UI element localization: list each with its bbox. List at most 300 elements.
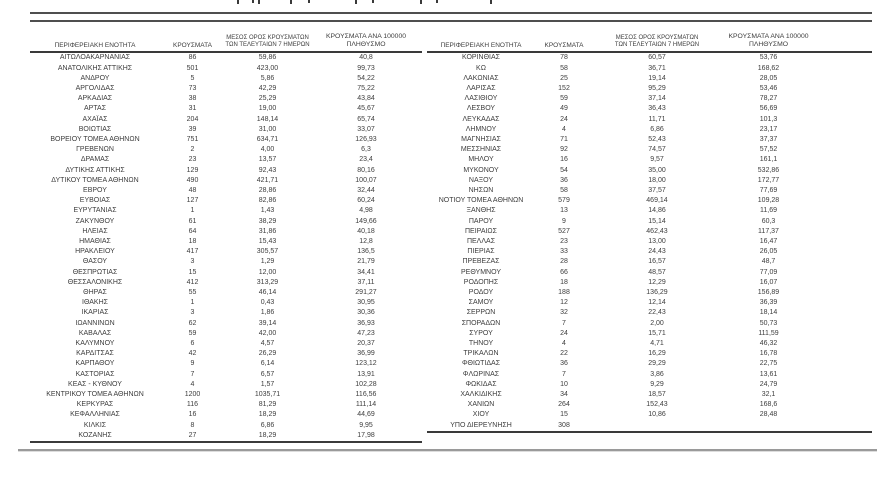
region-cell: ΔΥΤΙΚΗΣ ΑΤΤΙΚΗΣ [65,166,125,174]
per100k-cell: 156,89 [757,288,780,296]
table-row [30,390,422,400]
cases-cell: 1 [190,299,195,307]
avg7-cell: 9,57 [650,156,664,164]
region-cell: ΛΕΥΚΑΔΑΣ [462,115,500,123]
region-cell: ΚΕΑΣ - ΚΥΘΝΟΥ [68,380,122,388]
table-row [30,135,422,145]
cases-cell: 412 [186,278,199,286]
avg7-cell: 14,86 [648,207,666,215]
region-cell: ΠΑΡΟΥ [468,217,494,225]
table-row [427,421,872,432]
avg7-cell: 2,00 [650,319,664,327]
region-cell: ΙΚΑΡΙΑΣ [81,309,109,317]
avg7-cell: 95,29 [648,84,666,92]
region-cell: ΞΑΝΘΗΣ [466,207,496,215]
region-cell: ΑΡΤΑΣ [83,105,107,113]
per100k-cell: 77,09 [759,268,778,276]
table-row [30,64,422,74]
per100k-cell: 57,52 [759,146,778,154]
avg7-cell: 25,29 [258,95,277,103]
per100k-cell: 99,73 [357,64,375,72]
region-cell: ΚΕΦΑΛΛΗΝΙΑΣ [70,411,120,419]
table-row [427,84,872,94]
avg7-cell: 313,29 [256,278,279,286]
region-cell: ΒΟΙΩΤΙΑΣ [78,125,112,133]
cases-cell: 751 [186,135,199,143]
avg7-cell: 1,29 [260,258,275,266]
cases-cell: 4 [562,125,566,133]
per100k-cell: 16,07 [759,278,778,286]
region-cell: ΦΘΙΩΤΙΔΑΣ [461,360,501,368]
cases-cell: 204 [186,115,199,123]
per100k-cell: 36,99 [357,350,375,358]
cases-cell: 6 [190,340,195,347]
avg7-cell: 152,43 [646,401,668,409]
cases-cell: 64 [188,227,197,235]
avg7-cell: 18,29 [258,431,277,439]
region-cell: ΚΟΖΑΝΗΣ [78,431,112,439]
avg7-cell: 46,14 [258,288,277,296]
table-row [427,247,872,257]
avg7-cell: 82,86 [258,197,277,205]
region-cell: ΔΥΤΙΚΟΥ ΤΟΜΕΑ ΑΘΗΝΩΝ [51,176,139,184]
region-cell: ΗΡΑΚΛΕΙΟΥ [75,248,115,256]
per100k-cell: 28,05 [759,74,778,82]
cases-cell: 34 [560,391,568,399]
per100k-cell: 13,61 [759,370,778,378]
per100k-cell: 53,76 [759,54,778,62]
per100k-cell: 36,39 [759,299,778,307]
per100k-cell: 30,36 [357,309,375,317]
per100k-cell: 40,18 [357,227,375,235]
per100k-cell: 77,69 [759,186,778,194]
cases-cell: 188 [558,288,570,296]
table-row [427,125,872,135]
avg7-cell: 52,43 [648,135,666,143]
avg7-cell: 16,29 [648,350,666,358]
region-cell: ΣΠΟΡΑΔΩΝ [461,319,501,327]
cases-cell: 2 [190,146,195,154]
header-row [427,33,872,52]
per100k-cell: 6,3 [361,146,371,154]
per100k-cell: 45,67 [357,105,375,113]
cases-cell: 16 [560,156,568,164]
table-row [30,217,422,227]
region-cell: ΚΑΒΑΛΑΣ [78,329,112,337]
per100k-cell: 111,14 [355,401,377,409]
avg7-cell: 3,86 [650,370,664,378]
table-row [427,94,872,104]
table-row [30,237,422,247]
per100k-cell: 30,95 [357,299,375,307]
header-row [30,33,422,52]
cases-cell: 10 [560,380,568,388]
table-body-right [427,52,872,432]
avg7-cell: 423,00 [256,64,279,72]
avg7-cell: 469,14 [646,197,668,205]
table-row [427,135,872,145]
per100k-cell: 50,73 [759,319,778,327]
table-row [30,278,422,288]
header-cases: ΚΡΟΥΣΜΑΤΑ [173,41,212,49]
avg7-cell: 13,57 [258,156,277,164]
cases-cell: 3 [190,309,195,317]
table-row [30,370,422,380]
table-row [427,308,872,318]
table-row [427,410,872,420]
per100k-cell: 20,37 [357,340,375,347]
per100k-cell: 44,69 [357,411,375,419]
region-cell: ΑΝΑΤΟΛΙΚΗΣ ΑΤΤΙΚΗΣ [57,64,133,72]
region-cell: ΘΗΡΑΣ [83,288,107,296]
table-row [30,196,422,206]
region-cell: ΑΡΚΑΔΙΑΣ [77,95,113,103]
cases-cell: 1 [190,207,195,215]
region-cell: ΙΩΑΝΝΙΝΩΝ [75,319,115,327]
avg7-cell: 37,14 [648,95,666,103]
region-cell: ΚΙΛΚΙΣ [83,421,107,429]
per100k-cell: 40,8 [359,54,373,62]
region-cell: ΧΑΝΙΩΝ [467,401,495,409]
table-row [30,206,422,216]
per100k-cell: 54,22 [357,74,375,82]
table-row [427,319,872,329]
cases-cell: 490 [186,176,199,184]
avg7-cell: 11,71 [648,115,666,123]
cases-cell: 27 [188,431,197,439]
regional-cases-table-right [427,33,872,433]
per100k-cell: 16,47 [759,237,778,245]
table-row [30,421,422,431]
table-row [427,298,872,308]
cases-cell: 18 [560,278,568,286]
per100k-cell: 65,74 [357,115,375,123]
avg7-cell: 12,14 [648,299,666,307]
avg7-cell: 18,57 [648,391,666,399]
avg7-cell: 1035,71 [254,391,281,399]
table-row [427,359,872,369]
cases-cell: 264 [558,401,570,409]
cases-cell: 127 [186,197,199,205]
cases-cell: 308 [558,421,570,429]
table-row [30,227,422,237]
per100k-cell: 24,79 [759,380,778,388]
cases-cell: 22 [560,350,568,358]
cases-cell: 54 [560,166,568,174]
cases-cell: 1200 [184,391,201,399]
table-row [427,227,872,237]
per100k-cell: 48,7 [761,258,776,266]
bottom-divider-rule [18,449,877,452]
cases-cell: 13 [560,207,568,215]
avg7-cell: 31,00 [258,125,277,133]
avg7-cell: 37,57 [648,186,666,194]
per100k-cell: 109,28 [757,197,780,205]
avg7-cell: 12,29 [648,278,666,286]
avg7-cell: 60,57 [648,54,666,62]
table-row [427,104,872,114]
region-cell: ΗΜΑΘΙΑΣ [79,237,111,245]
table-row [30,319,422,329]
per100k-cell: 26,05 [759,248,778,256]
per100k-cell: 32,1 [761,391,776,399]
table-row [30,176,422,186]
avg7-cell [593,421,721,432]
avg7-cell: 42,00 [258,329,277,337]
cases-cell: 15 [560,411,568,419]
cases-cell: 73 [188,84,197,92]
per100k-cell: 33,07 [357,125,375,133]
table-row [30,410,422,420]
table-row [30,329,422,339]
table-row [30,349,422,359]
avg7-cell: 4,00 [260,146,275,154]
region-cell: ΜΑΓΝΗΣΙΑΣ [461,135,501,143]
avg7-cell: 81,29 [258,401,277,409]
avg7-cell: 15,14 [648,217,666,225]
region-cell: ΖΑΚΥΝΘΟΥ [75,217,115,225]
cases-cell: 4 [562,340,566,347]
table-row [427,349,872,359]
per100k-cell: 291,27 [355,288,377,296]
avg7-cell: 42,29 [258,84,277,92]
region-cell: ΙΘΑΚΗΣ [82,299,108,307]
cases-cell: 527 [558,227,570,235]
per100k-cell: 23,17 [759,125,778,133]
cases-cell: 5 [190,74,195,82]
header-avg7-line2: ΤΩΝ ΤΕΛΕΥΤΑΙΩΝ 7 ΗΜΕΡΩΝ [614,42,700,49]
avg7-cell: 38,29 [258,217,277,225]
avg7-cell: 16,57 [648,258,666,266]
avg7-cell: 31,86 [258,227,277,235]
avg7-cell: 1,43 [260,207,275,215]
avg7-cell: 6,86 [260,421,275,429]
header-region: ΠΕΡΙΦΕΡΕΙΑΚΗ ΕΝΟΤΗΤΑ [440,41,522,49]
table-row [30,288,422,298]
per100k-cell: 168,6 [759,401,778,409]
per100k-cell: 75,22 [357,84,375,92]
region-cell: ΑΡΓΟΛΙΔΑΣ [75,84,115,92]
region-cell: ΚΑΛΥΜΝΟΥ [75,340,115,347]
cases-cell: 59 [188,329,197,337]
avg7-cell: 12,00 [258,268,277,276]
per100k-cell: 47,23 [357,329,375,337]
table-header-right [427,33,872,52]
region-cell: ΗΛΕΙΑΣ [82,227,108,235]
cases-cell: 23 [188,156,197,164]
region-cell: ΧΑΛΚΙΔΙΚΗΣ [460,391,502,399]
per100k-cell: 18,14 [759,309,778,317]
cases-cell: 28 [560,258,568,266]
per100k-cell: 149,66 [355,217,377,225]
avg7-cell: 36,71 [648,64,666,72]
cases-cell: 36 [560,360,568,368]
region-cell: ΒΟΡΕΙΟΥ ΤΟΜΕΑ ΑΘΗΝΩΝ [50,135,140,143]
table-row [427,329,872,339]
region-cell: ΛΑΚΩΝΙΑΣ [463,74,499,82]
per100k-cell: 37,37 [759,135,778,143]
cases-cell: 42 [188,350,197,358]
table-row [30,155,422,165]
cases-cell: 66 [560,268,568,276]
per100k-cell: 78,27 [759,95,778,103]
cases-cell: 7 [190,370,195,378]
cases-cell: 33 [560,248,568,256]
region-cell: ΧΙΟΥ [472,411,490,419]
region-cell: ΚΕΡΚΥΡΑΣ [76,401,114,409]
table-row [427,257,872,267]
top-divider-rule-1 [30,12,872,14]
region-cell: ΚΑΡΔΙΤΣΑΣ [76,350,114,358]
region-cell: ΑΙΤΩΛΟΑΚΑΡΝΑΝΙΑΣ [59,54,131,62]
avg7-cell: 13,00 [648,237,666,245]
per100k-cell: 23,4 [359,156,373,164]
header-avg7 [225,33,310,52]
avg7-cell: 22,43 [648,309,666,317]
cases-cell: 39 [188,125,197,133]
per100k-cell: 13,91 [357,370,375,378]
avg7-cell: 136,29 [646,288,668,296]
table-row [30,298,422,308]
per100k-cell: 126,93 [355,135,377,143]
avg7-cell: 24,43 [648,248,666,256]
avg7-cell: 29,29 [648,360,666,368]
avg7-cell: 26,29 [258,350,277,358]
table-row [30,308,422,318]
header-avg7 [593,33,721,52]
table-header-left [30,33,422,52]
table-row [30,380,422,390]
table-row [30,247,422,257]
cases-cell: 501 [186,64,199,72]
header-spacer [816,33,872,52]
region-cell: ΚΑΣΤΟΡΙΑΣ [75,370,115,378]
cases-cell: 78 [560,54,568,62]
table-row [30,186,422,196]
cases-cell: 18 [188,237,197,245]
table-row [30,94,422,104]
table-row [30,84,422,94]
per100k-cell: 11,69 [760,207,777,215]
per100k-cell: 34,41 [357,268,375,276]
avg7-cell: 28,86 [258,186,277,194]
avg7-cell: 74,57 [648,146,666,154]
avg7-cell: 10,86 [648,411,666,419]
table-row [30,115,422,125]
region-cell: ΣΥΡΟΥ [469,329,493,337]
avg7-cell: 19,14 [648,74,666,82]
region-cell: ΦΩΚΙΔΑΣ [465,380,497,388]
table-row [30,52,422,63]
table-row [427,74,872,84]
region-cell: ΡΟΔΟΥ [468,288,494,296]
table-row [30,268,422,278]
cases-cell: 25 [560,74,568,82]
region-cell: ΝΑΞΟΥ [468,176,494,184]
cases-cell: 55 [188,288,197,296]
per100k-cell [721,421,816,432]
table-body-left [30,52,422,442]
cases-cell: 7 [562,370,566,378]
region-cell: ΡΕΘΥΜΝΟΥ [460,268,501,276]
cases-cell: 3 [190,258,195,266]
avg7-cell: 4,57 [260,340,275,347]
avg7-cell: 15,43 [258,237,277,245]
table-row [427,390,872,400]
per100k-cell: 80,16 [357,166,375,174]
header-avg7-line2: ΤΩΝ ΤΕΛΕΥΤΑΙΩΝ 7 ΗΜΕΡΩΝ [225,42,310,49]
cases-cell: 32 [560,309,568,317]
cases-cell: 16 [188,411,197,419]
region-cell: ΛΗΜΝΟΥ [465,125,497,133]
table-row [427,278,872,288]
cases-cell: 58 [560,186,568,194]
table-row [30,257,422,267]
cases-cell: 48 [188,186,197,194]
avg7-cell: 6,86 [650,125,664,133]
region-cell: ΝΟΤΙΟΥ ΤΟΜΕΑ ΑΘΗΝΩΝ [438,197,524,205]
cases-cell: 579 [558,197,570,205]
per100k-cell: 168,62 [757,64,780,72]
region-cell: ΔΡΑΜΑΣ [80,156,110,164]
table-row [30,125,422,135]
cases-cell: 9 [562,217,566,225]
per100k-cell: 172,77 [757,176,780,184]
region-cell: ΛΕΣΒΟΥ [466,105,496,113]
cases-cell: 129 [186,166,199,174]
regional-cases-table-left [30,33,422,443]
per100k-cell: 43,84 [357,95,375,103]
cases-cell: 9 [190,360,195,368]
header-per100k-line2: ΠΛΗΘΥΣΜΟ [346,41,386,49]
avg7-cell: 59,86 [258,54,277,62]
per100k-cell: 102,28 [355,380,377,388]
per100k-cell: 21,79 [357,258,375,266]
avg7-cell: 92,43 [258,166,277,174]
table-row [30,431,422,442]
header-avg7-line1: ΜΕΣΟΣ ΟΡΟΣ ΚΡΟΥΣΜΑΤΩΝ [615,34,699,41]
region-cell: ΡΟΔΟΠΗΣ [463,278,499,286]
table-row [427,166,872,176]
table-row [30,104,422,114]
table-row [427,400,872,410]
table-row [427,155,872,165]
table-row [30,74,422,84]
avg7-cell: 18,00 [648,176,666,184]
per100k-cell: 56,69 [759,105,778,113]
table-row [427,206,872,216]
region-cell: ΑΝΔΡΟΥ [80,74,110,82]
avg7-cell: 1,57 [260,380,275,388]
avg7-cell: 634,71 [256,135,279,143]
avg7-cell: 36,43 [648,105,666,113]
region-cell: ΤΡΙΚΑΛΩΝ [463,350,499,358]
table-row [427,196,872,206]
region-cell: ΜΗΛΟΥ [468,156,494,164]
cases-cell: 86 [188,54,197,62]
cases-cell: 417 [186,248,199,256]
region-cell: ΜΥΚΟΝΟΥ [463,166,499,174]
per100k-cell: 17,98 [357,431,375,439]
region-cell: ΣΕΡΡΩΝ [466,309,496,317]
per100k-cell: 4,98 [359,207,373,215]
per100k-cell: 161,1 [759,156,778,164]
per100k-cell: 123,12 [355,360,377,368]
table-row [30,145,422,155]
region-cell: ΛΑΣΙΘΙΟΥ [464,95,498,103]
region-cell: ΚΩ [476,64,486,72]
table-row [427,268,872,278]
